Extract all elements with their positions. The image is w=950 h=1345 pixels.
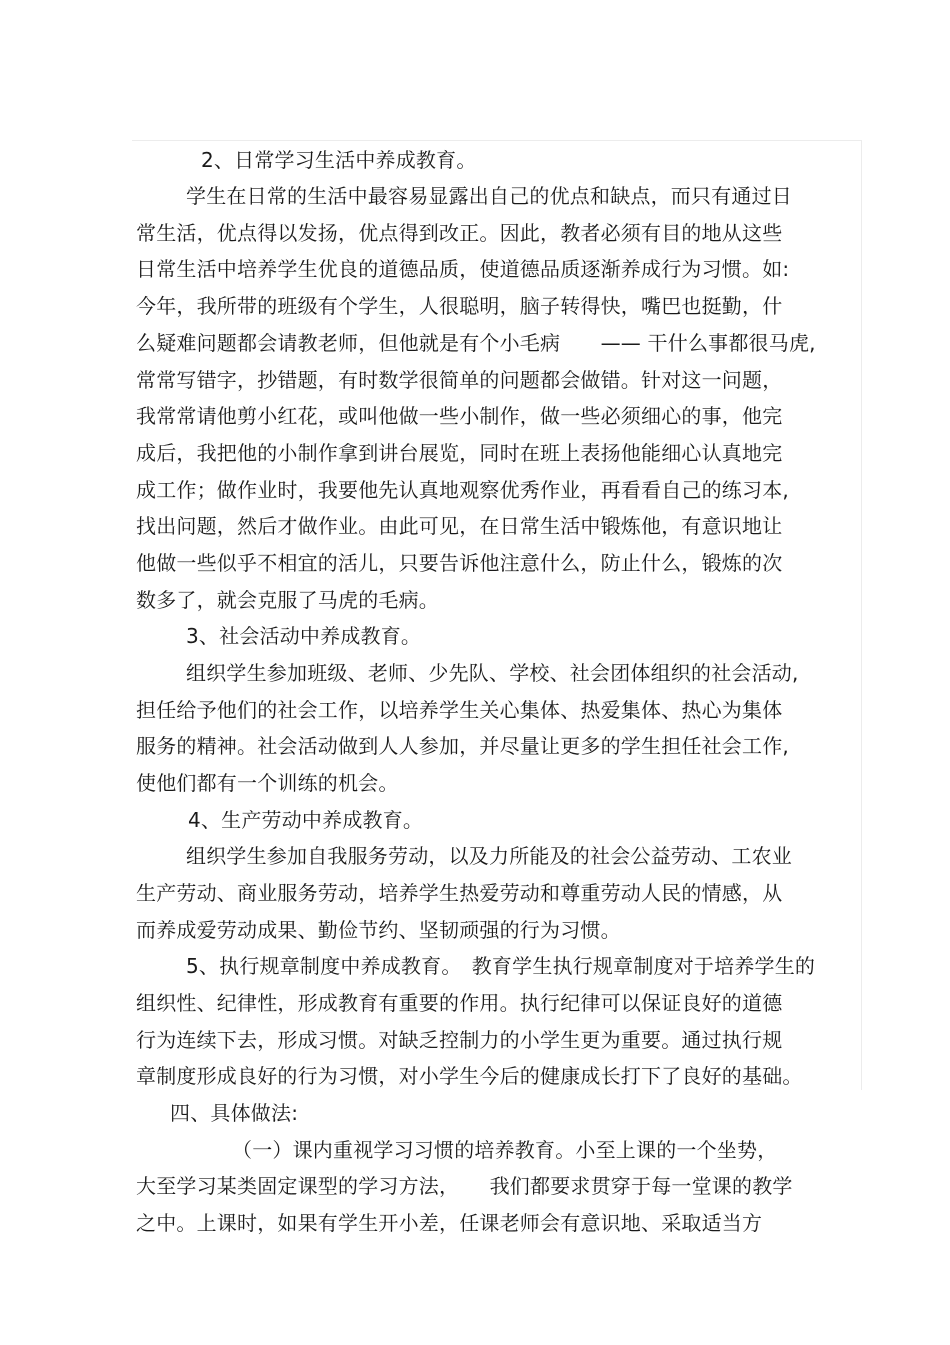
- text-line: 大至学习某类固定课型的学习方法， 我们都要求贯穿于每一堂课的教学: [136, 1174, 793, 1198]
- text-line: 学生在日常的生活中最容易显露出自己的优点和缺点，而只有通过日: [186, 184, 792, 208]
- text-line: 常生活，优点得以发扬，优点得到改正。因此，教者必须有目的地从这些: [136, 221, 783, 245]
- text-line: 我常常请他剪小红花，或叫他做一些小制作，做一些必须细心的事，他完: [136, 404, 783, 428]
- text-line: 而养成爱劳动成果、勤俭节约、坚韧顽强的行为习惯。: [136, 918, 621, 942]
- text-line: 3、社会活动中养成教育。: [186, 624, 422, 648]
- text-line: 找出问题，然后才做作业。由此可见，在日常生活中锻炼他，有意识地让: [136, 514, 783, 538]
- text-line: 服务的精神。社会活动做到人人参加，并尽量让更多的学生担任社会工作,: [136, 734, 789, 758]
- text-line: 4、生产劳动中养成教育。: [188, 808, 424, 832]
- text-line: （一）课内重视学习习惯的培养教育。小至上课的一个坐势，: [232, 1138, 778, 1162]
- content-frame: [132, 140, 862, 1090]
- text-line: 组织学生参加自我服务劳动，以及力所能及的社会公益劳动、工农业: [186, 844, 792, 868]
- text-line: 四、具体做法:: [170, 1101, 299, 1125]
- text-line: 章制度形成良好的行为习惯，对小学生今后的健康成长打下了良好的基础。: [136, 1064, 803, 1088]
- text-line: 组织学生参加班级、老师、少先队、学校、社会团体组织的社会活动,: [186, 661, 799, 685]
- text-line: 组织性、纪律性，形成教育有重要的作用。执行纪律可以保证良好的道德: [136, 991, 783, 1015]
- text-line: 成后，我把他的小制作拿到讲台展览，同时在班上表扬他能细心认真地完: [136, 441, 783, 465]
- text-line: 日常生活中培养学生优良的道德品质，使道德品质逐渐养成行为习惯。如:: [136, 257, 790, 281]
- text-line: 常常写错字，抄错题，有时数学很简单的问题都会做错。针对这一问题，: [136, 368, 783, 392]
- text-line: 今年，我所带的班级有个学生，人很聪明，脑子转得快，嘴巴也挺勤，什: [136, 294, 783, 318]
- text-line: 担任给予他们的社会工作，以培养学生关心集体、热爱集体、热心为集体: [136, 698, 783, 722]
- text-line: 2、日常学习生活中养成教育。: [201, 148, 477, 172]
- text-line: 么疑难问题都会请教老师，但他就是有个小毛病 —— 干什么事都很马虎,: [136, 331, 816, 355]
- text-line: 生产劳动、商业服务劳动，培养学生热爱劳动和尊重劳动人民的情感，从: [136, 881, 783, 905]
- text-line: 5、执行规章制度中养成教育。 教育学生执行规章制度对于培养学生的: [186, 954, 816, 978]
- text-line: 数多了，就会克服了马虎的毛病。: [136, 588, 439, 612]
- text-line: 使他们都有一个训练的机会。: [136, 771, 399, 795]
- text-line: 成工作；做作业时，我要他先认真地观察优秀作业，再看看自己的练习本,: [136, 478, 789, 502]
- text-line: 之中。上课时，如果有学生开小差，任课老师会有意识地、采取适当方: [136, 1211, 763, 1235]
- text-line: 行为连续下去，形成习惯。对缺乏控制力的小学生更为重要。通过执行规: [136, 1028, 783, 1052]
- text-line: 他做一些似乎不相宜的活儿，只要告诉他注意什么，防止什么，锻炼的次: [136, 551, 783, 575]
